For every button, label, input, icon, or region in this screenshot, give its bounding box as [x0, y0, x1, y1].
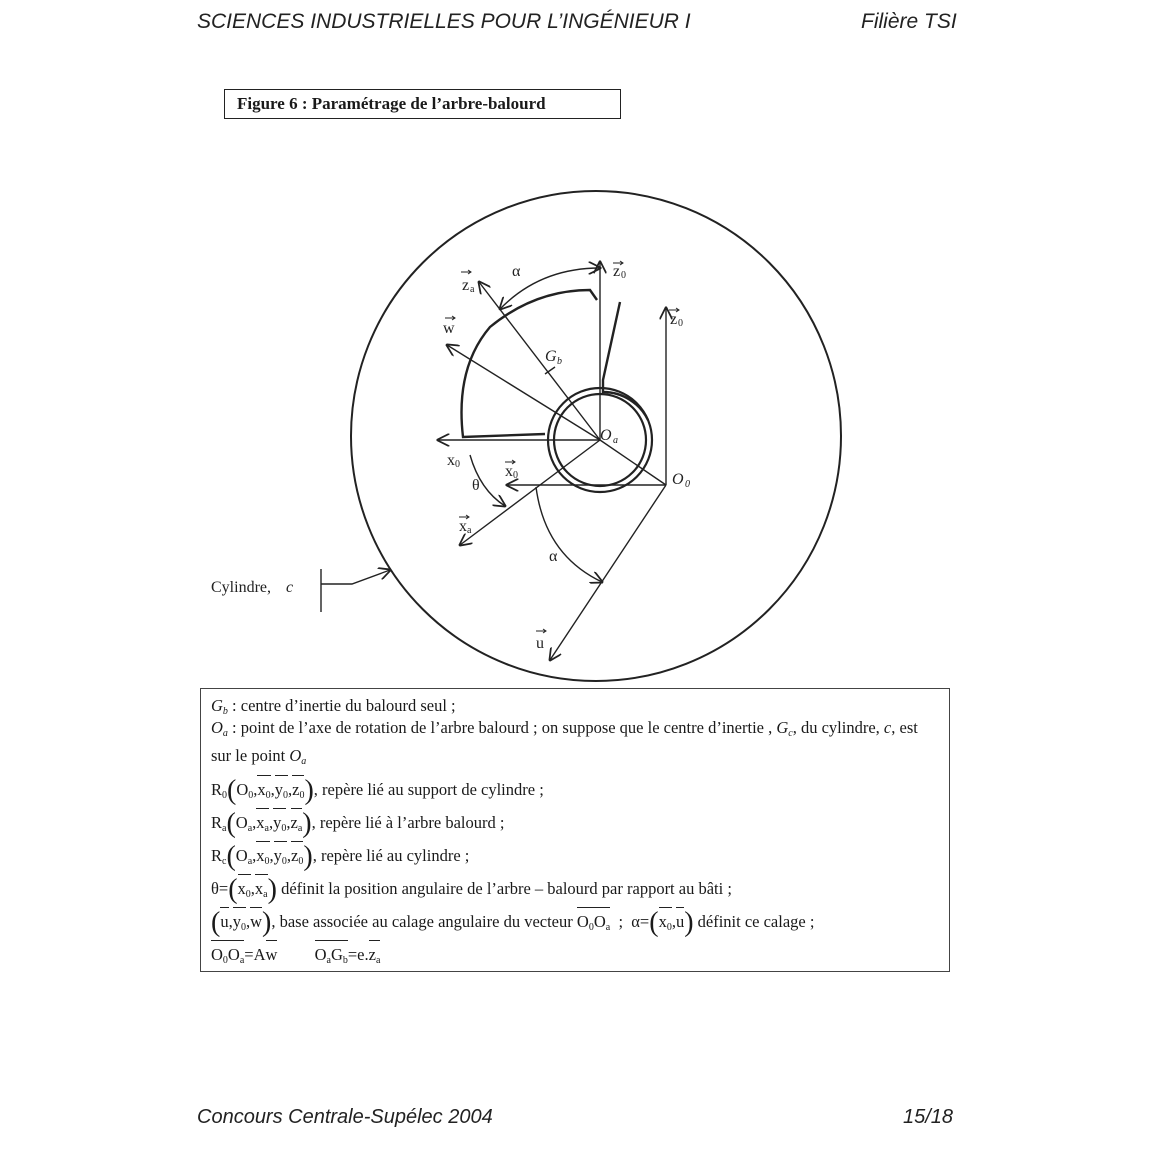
x0-mid-sub: 0 — [513, 470, 518, 481]
legend-line-r0: $R_0(O_0,x_0,y_0,z_0)$, repère lié au support de cylindre ; — [211, 773, 939, 806]
za-label: z — [462, 277, 470, 294]
legend-line-gb: $G_b$ : centre d’inertie du balourd seul ; — [211, 696, 456, 717]
legend-line-rc: $R_c(O_a,x_0,y_0,z_0)$, repère lié au cylindre ; — [211, 839, 939, 872]
page-footer-contest: Concours Centrale-Supélec 2004 — [197, 1106, 493, 1128]
z0-right-label: z — [670, 311, 678, 328]
u-axis — [550, 485, 666, 660]
alpha-bottom-label: α — [549, 548, 558, 565]
x0-mid-label: x — [505, 463, 513, 480]
cylinder-label: Cylindre, — [211, 579, 271, 596]
gb-sub: b — [557, 356, 562, 367]
xa-label: x — [459, 518, 467, 535]
o0-label: O — [672, 471, 684, 488]
legend-line-theta: $\theta=(x_0,x_a)$ définit la position angulaire de l’arbre – balourd par rapport au bâti ; — [211, 872, 939, 905]
legend-line-oa: $O_a$ : point de l’axe de rotation de l’arbre balourd ; on suppose que le centre d’inertie , $G_c$, du cylindre, c, est sur le point $O_a$ — [211, 718, 918, 767]
gb-label: G — [545, 348, 557, 365]
legend-box — [200, 688, 950, 972]
cylinder-circle — [351, 191, 841, 681]
cylinder-pointer — [321, 569, 390, 612]
z0-top-label: z — [613, 263, 621, 280]
figure-title: Figure 6 : Paramétrage de l’arbre-balourd — [224, 89, 621, 119]
page-footer-page: 15/18 — [903, 1106, 954, 1128]
xa-axis — [460, 440, 600, 545]
o0-sub: 0 — [685, 479, 690, 490]
oa-label: O — [600, 427, 612, 444]
cylinder-c-label: c — [286, 579, 294, 596]
o0-oa-segment — [600, 440, 666, 485]
w-label: w — [443, 320, 455, 337]
page-header-track: Filière TSI — [861, 10, 957, 33]
x0-left-sub: 0 — [455, 459, 460, 470]
legend-line-base: $(u,y_0,w)$, base associée au calage angulaire du vecteur $O_0O_a$ ; $\alpha=(x_0,u)$ définit ce calage ; — [211, 905, 939, 938]
za-axis — [479, 282, 600, 440]
za-sub: a — [470, 284, 475, 295]
x0-left-label: x — [447, 452, 455, 469]
alpha-arc-bottom — [536, 487, 602, 582]
theta-label: θ — [472, 477, 480, 494]
u-label: u — [536, 635, 544, 652]
oa-sub: a — [613, 435, 618, 446]
xa-sub: a — [467, 525, 472, 536]
z0-right-sub: 0 — [678, 318, 683, 329]
page-header-title: SCIENCES INDUSTRIELLES POUR L’INGÉNIEUR I — [197, 10, 691, 33]
alpha-top-label: α — [512, 263, 521, 280]
legend-line-ra: $R_a(O_a,x_a,y_0,z_a)$, repère lié à l’arbre balourd ; — [211, 806, 939, 839]
legend-line-equations: $O_0O_a=Aw$ $O_aG_b=e.z_a$ — [211, 938, 939, 971]
z0-top-sub: 0 — [621, 270, 626, 281]
